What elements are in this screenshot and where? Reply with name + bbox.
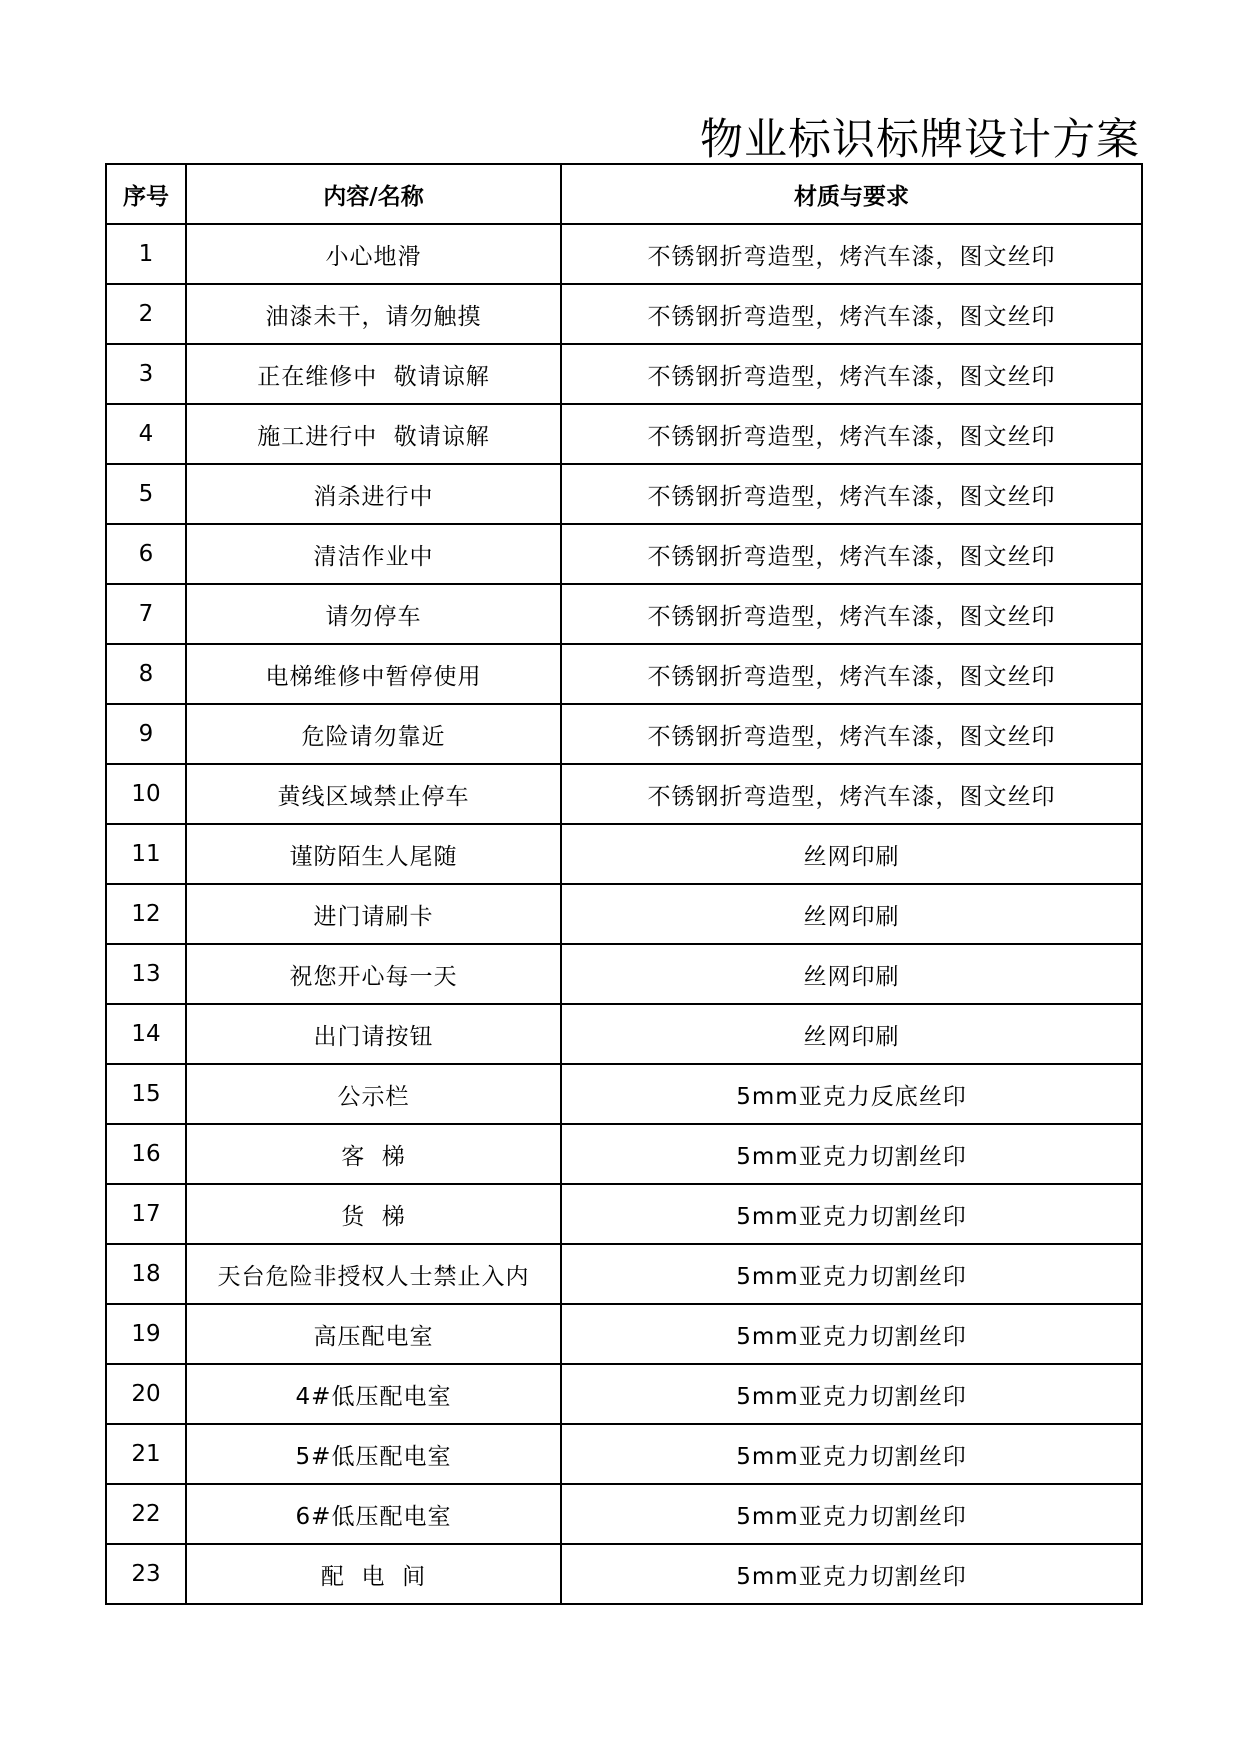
row-number: 11 (106, 824, 186, 884)
row-number: 13 (106, 944, 186, 1004)
row-number: 8 (106, 644, 186, 704)
table-row (106, 404, 1142, 464)
sign-material-requirements: 不锈钢折弯造型，烤汽车漆，图文丝印 (561, 404, 1142, 464)
row-number: 22 (106, 1484, 186, 1544)
row-number: 6 (106, 524, 186, 584)
sign-content-name: 高压配电室 (186, 1304, 561, 1364)
table-row (106, 1184, 1142, 1244)
sign-content-name: 油漆未干，请勿触摸 (186, 284, 561, 344)
row-number: 16 (106, 1124, 186, 1184)
row-number: 5 (106, 464, 186, 524)
column-header-content-name: 内容/名称 (186, 164, 561, 224)
sign-content-name: 客 梯 (186, 1124, 561, 1184)
sign-content-name: 请勿停车 (186, 584, 561, 644)
table-row (106, 1484, 1142, 1544)
table-row (106, 1124, 1142, 1184)
row-number: 20 (106, 1364, 186, 1424)
sign-material-requirements: 丝网印刷 (561, 824, 1142, 884)
row-number: 3 (106, 344, 186, 404)
sign-content-name: 施工进行中 敬请谅解 (186, 404, 561, 464)
sign-content-name: 电梯维修中暂停使用 (186, 644, 561, 704)
sign-content-name: 小心地滑 (186, 224, 561, 284)
sign-content-name: 谨防陌生人尾随 (186, 824, 561, 884)
sign-material-requirements: 5mm亚克力切割丝印 (561, 1364, 1142, 1424)
sign-material-requirements: 5mm亚克力切割丝印 (561, 1544, 1142, 1604)
row-number: 14 (106, 1004, 186, 1064)
table-row (106, 884, 1142, 944)
sign-material-requirements: 5mm亚克力反底丝印 (561, 1064, 1142, 1124)
sign-content-name: 配 电 间 (186, 1544, 561, 1604)
row-number: 21 (106, 1424, 186, 1484)
sign-content-name: 祝您开心每一天 (186, 944, 561, 1004)
sign-material-requirements: 不锈钢折弯造型，烤汽车漆，图文丝印 (561, 584, 1142, 644)
sign-content-name: 出门请按钮 (186, 1004, 561, 1064)
sign-material-requirements: 不锈钢折弯造型，烤汽车漆，图文丝印 (561, 764, 1142, 824)
table-row (106, 764, 1142, 824)
sign-content-name: 5#低压配电室 (186, 1424, 561, 1484)
row-number: 15 (106, 1064, 186, 1124)
column-header-material-requirements: 材质与要求 (561, 164, 1142, 224)
page-title: 物业标识标牌设计方案 (700, 115, 1140, 165)
sign-content-name: 黄线区域禁止停车 (186, 764, 561, 824)
sign-material-requirements: 丝网印刷 (561, 884, 1142, 944)
row-number: 23 (106, 1544, 186, 1604)
table-row (106, 1064, 1142, 1124)
sign-material-requirements: 5mm亚克力切割丝印 (561, 1304, 1142, 1364)
sign-material-requirements: 丝网印刷 (561, 1004, 1142, 1064)
table-row (106, 944, 1142, 1004)
row-number: 1 (106, 224, 186, 284)
table-row (106, 1004, 1142, 1064)
row-number: 19 (106, 1304, 186, 1364)
row-number: 18 (106, 1244, 186, 1304)
row-number: 7 (106, 584, 186, 644)
sign-content-name: 正在维修中 敬请谅解 (186, 344, 561, 404)
sign-material-requirements: 5mm亚克力切割丝印 (561, 1124, 1142, 1184)
sign-content-name: 天台危险非授权人士禁止入内 (186, 1244, 561, 1304)
table-header-row (106, 164, 1142, 224)
sign-material-requirements: 丝网印刷 (561, 944, 1142, 1004)
table-row (106, 1364, 1142, 1424)
table-row (106, 824, 1142, 884)
sign-material-requirements: 不锈钢折弯造型，烤汽车漆，图文丝印 (561, 524, 1142, 584)
table-row (106, 224, 1142, 284)
table-row (106, 1544, 1142, 1604)
sign-material-requirements: 不锈钢折弯造型，烤汽车漆，图文丝印 (561, 224, 1142, 284)
sign-content-name: 6#低压配电室 (186, 1484, 561, 1544)
sign-material-requirements: 不锈钢折弯造型，烤汽车漆，图文丝印 (561, 464, 1142, 524)
table-row (106, 1424, 1142, 1484)
table-row (106, 524, 1142, 584)
table-row (106, 584, 1142, 644)
table-row (106, 644, 1142, 704)
sign-material-requirements: 不锈钢折弯造型，烤汽车漆，图文丝印 (561, 704, 1142, 764)
sign-material-requirements: 5mm亚克力切割丝印 (561, 1484, 1142, 1544)
row-number: 17 (106, 1184, 186, 1244)
table-body (106, 224, 1142, 1604)
sign-material-requirements: 5mm亚克力切割丝印 (561, 1424, 1142, 1484)
sign-content-name: 危险请勿靠近 (186, 704, 561, 764)
sign-content-name: 清洁作业中 (186, 524, 561, 584)
table-row (106, 464, 1142, 524)
table-row (106, 284, 1142, 344)
sign-material-requirements: 不锈钢折弯造型，烤汽车漆，图文丝印 (561, 644, 1142, 704)
sign-material-requirements: 不锈钢折弯造型，烤汽车漆，图文丝印 (561, 284, 1142, 344)
row-number: 2 (106, 284, 186, 344)
sign-content-name: 进门请刷卡 (186, 884, 561, 944)
table-row (106, 1304, 1142, 1364)
row-number: 10 (106, 764, 186, 824)
column-header-number: 序号 (106, 164, 186, 224)
sign-material-requirements: 5mm亚克力切割丝印 (561, 1184, 1142, 1244)
signage-table (105, 163, 1143, 1605)
sign-material-requirements: 不锈钢折弯造型，烤汽车漆，图文丝印 (561, 344, 1142, 404)
table-row (106, 1244, 1142, 1304)
sign-content-name: 消杀进行中 (186, 464, 561, 524)
sign-material-requirements: 5mm亚克力切割丝印 (561, 1244, 1142, 1304)
sign-content-name: 公示栏 (186, 1064, 561, 1124)
sign-content-name: 货 梯 (186, 1184, 561, 1244)
sign-content-name: 4#低压配电室 (186, 1364, 561, 1424)
table-row (106, 344, 1142, 404)
row-number: 4 (106, 404, 186, 464)
row-number: 12 (106, 884, 186, 944)
row-number: 9 (106, 704, 186, 764)
table-row (106, 704, 1142, 764)
